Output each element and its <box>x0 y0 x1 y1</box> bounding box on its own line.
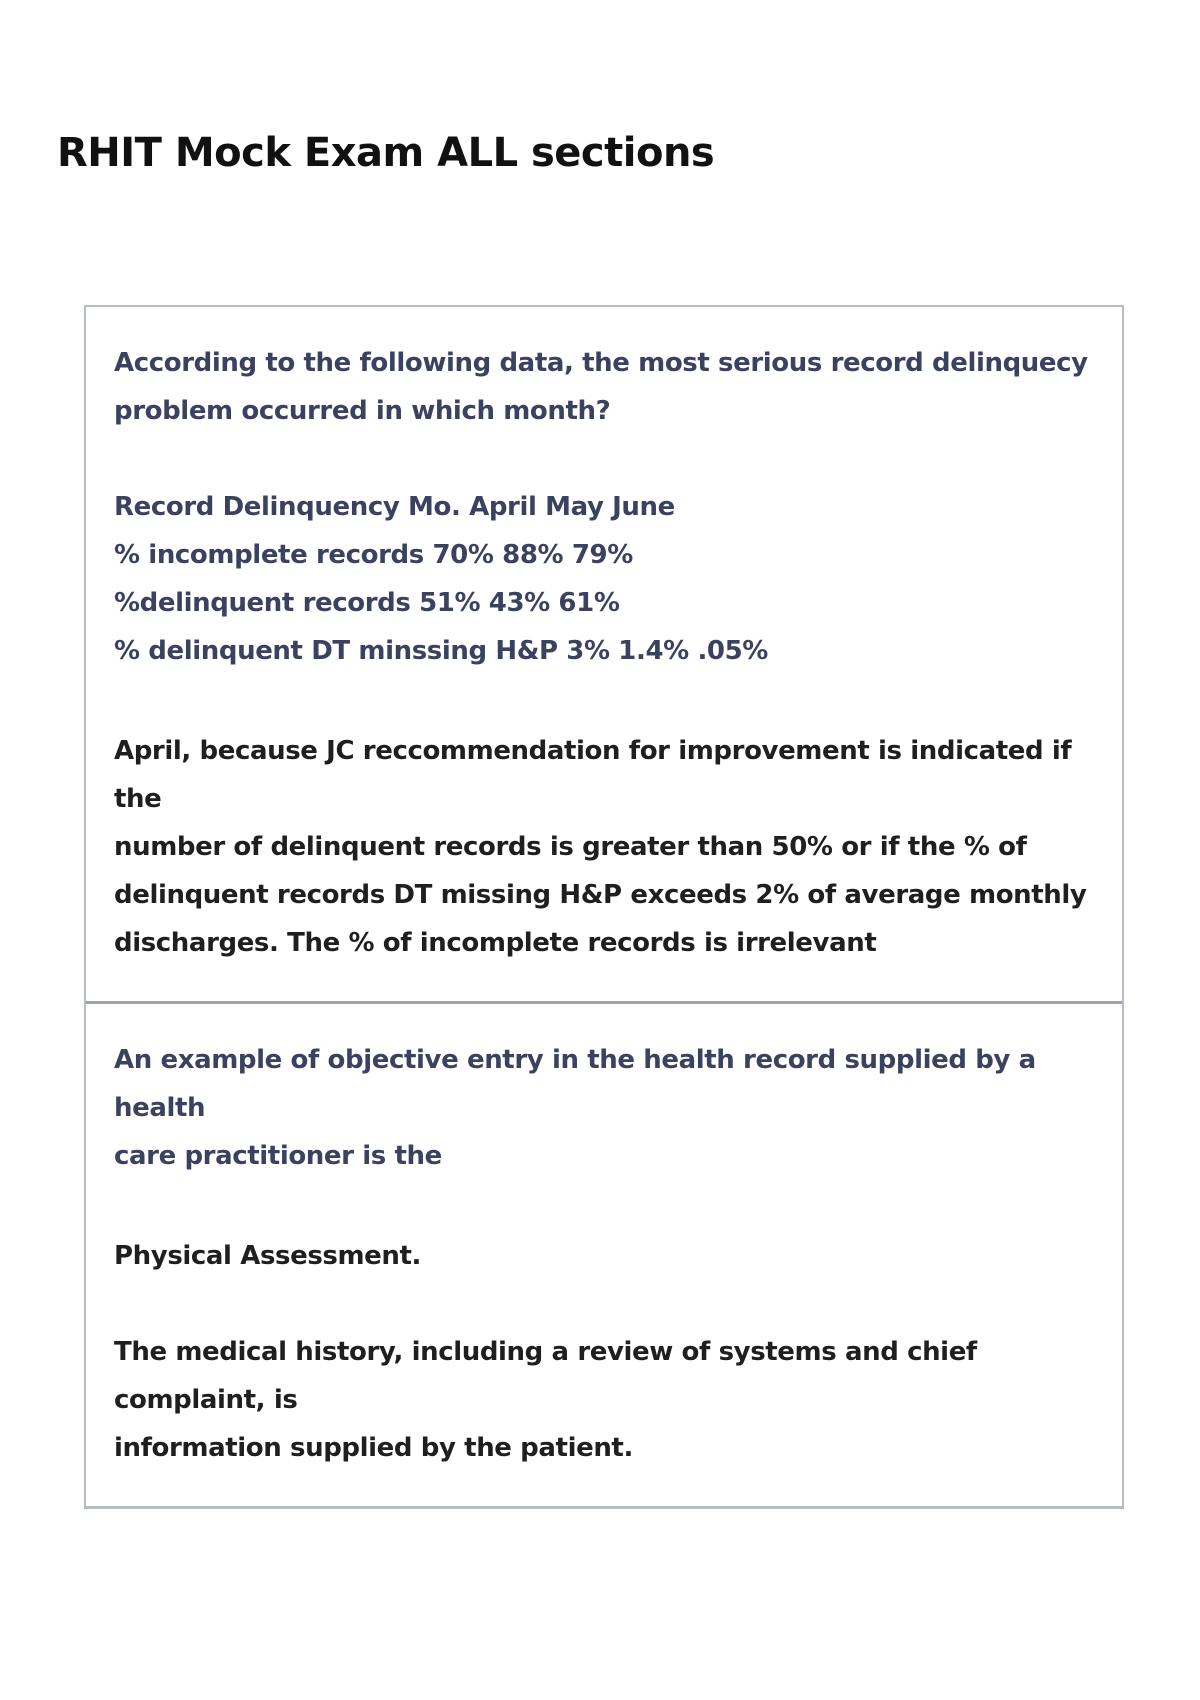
answer-text <box>114 727 1094 967</box>
answer-line: discharges. The % of incomplete records is irrelevant <box>114 928 877 958</box>
question-text <box>114 1036 1094 1180</box>
question-text <box>114 339 1094 435</box>
question-line: problem occurred in which month? <box>114 396 611 426</box>
answer-line: April, because JC reccommendation for improvement is indicated if the <box>114 736 1072 814</box>
answer-line: number of delinquent records is greater than 50% or if the % of <box>114 832 1027 862</box>
page-title: RHIT Mock Exam ALL sections <box>57 130 715 176</box>
answer-text <box>114 1232 1094 1280</box>
explanation-text <box>114 1328 1094 1472</box>
question-line: care practitioner is the <box>114 1141 442 1171</box>
data-line: Record Delinquency Mo. April May June <box>114 492 675 522</box>
answer-line: delinquent records DT missing H&P exceeds 2% of average monthly <box>114 880 1087 910</box>
data-line: %delinquent records 51% 43% 61% <box>114 588 620 618</box>
data-line: % incomplete records 70% 88% 79% <box>114 540 633 570</box>
data-line: % delinquent DT minssing H&P 3% 1.4% .05% <box>114 636 768 666</box>
question-line: According to the following data, the most serious record delinquecy <box>114 348 1088 378</box>
question-line: An example of objective entry in the health record supplied by a health <box>114 1045 1036 1123</box>
flashcard <box>86 307 1122 1001</box>
flashcard <box>86 1001 1122 1506</box>
answer-line: Physical Assessment. <box>114 1241 422 1271</box>
explanation-line: information supplied by the patient. <box>114 1433 633 1463</box>
flashcard-list <box>84 305 1124 1509</box>
data-table-text <box>114 483 1094 675</box>
explanation-line: The medical history, including a review of systems and chief complaint, is <box>114 1337 977 1415</box>
